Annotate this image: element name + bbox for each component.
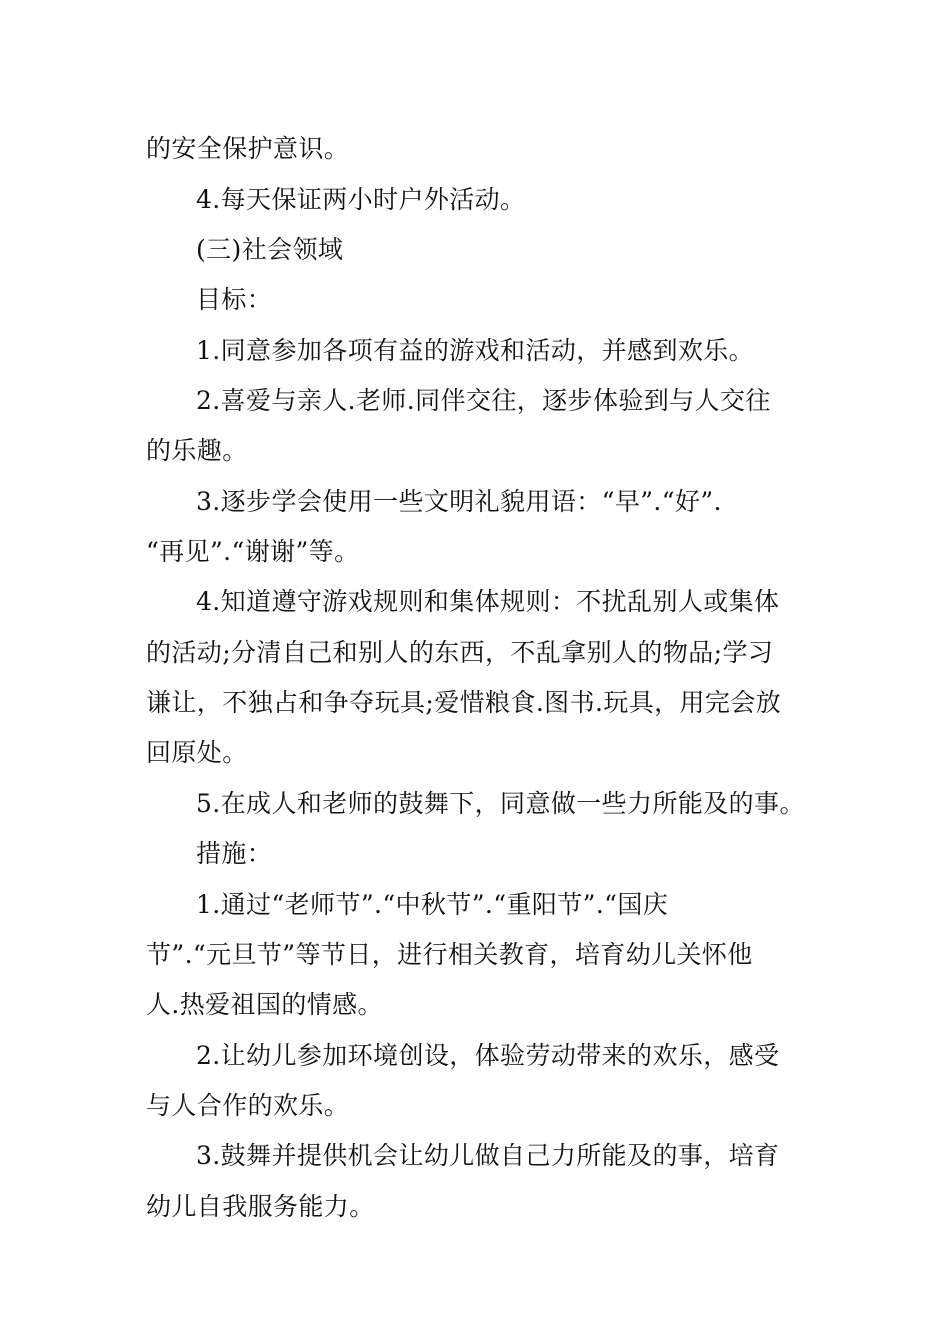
text-line: 3.鼓舞并提供机会让幼儿做自己力所能及的事，培育 — [196, 1141, 780, 1170]
subheading-measures: 措施： — [196, 839, 273, 868]
text-line: 3.逐步学会使用一些文明礼貌用语：“早”.“好”. — [196, 487, 722, 516]
text-line: 谦让，不独占和争夺玩具;爱惜粮食.图书.玩具，用完会放 — [146, 688, 782, 717]
section-heading: (三)社会领域 — [196, 235, 344, 264]
text-line: 节”.“元旦节”等节日，进行相关教育，培育幼儿关怀他 — [146, 940, 753, 969]
subheading-goals: 目标： — [196, 285, 273, 314]
text-line: 幼儿自我服务能力。 — [146, 1192, 375, 1221]
text-line: 人.热爱祖国的情感。 — [146, 990, 383, 1019]
text-line: 4.每天保证两小时户外活动。 — [196, 185, 526, 214]
text-line: 5.在成人和老师的鼓舞下，同意做一些力所能及的事。 — [196, 789, 805, 818]
text-line: 4.知道遵守游戏规则和集体规则：不扰乱别人或集体 — [196, 587, 780, 616]
text-line: 与人合作的欢乐。 — [146, 1091, 350, 1120]
text-line: 1.通过“老师节”.“中秋节”.“重阳节”.“国庆 — [196, 890, 669, 919]
text-line: 的安全保护意识。 — [146, 134, 350, 163]
text-line: 回原处。 — [146, 738, 248, 767]
text-line: 1.同意参加各项有益的游戏和活动，并感到欢乐。 — [196, 336, 755, 365]
text-line: 2.让幼儿参加环境创设，体验劳动带来的欢乐，感受 — [196, 1041, 780, 1070]
text-line: 2.喜爱与亲人.老师.同伴交往，逐步体验到与人交往 — [196, 386, 771, 415]
text-line: 的活动;分清自己和别人的东西，不乱拿别人的物品;学习 — [146, 638, 774, 667]
text-line: 的乐趣。 — [146, 436, 248, 465]
text-line: “再见”.“谢谢”等。 — [146, 537, 360, 566]
